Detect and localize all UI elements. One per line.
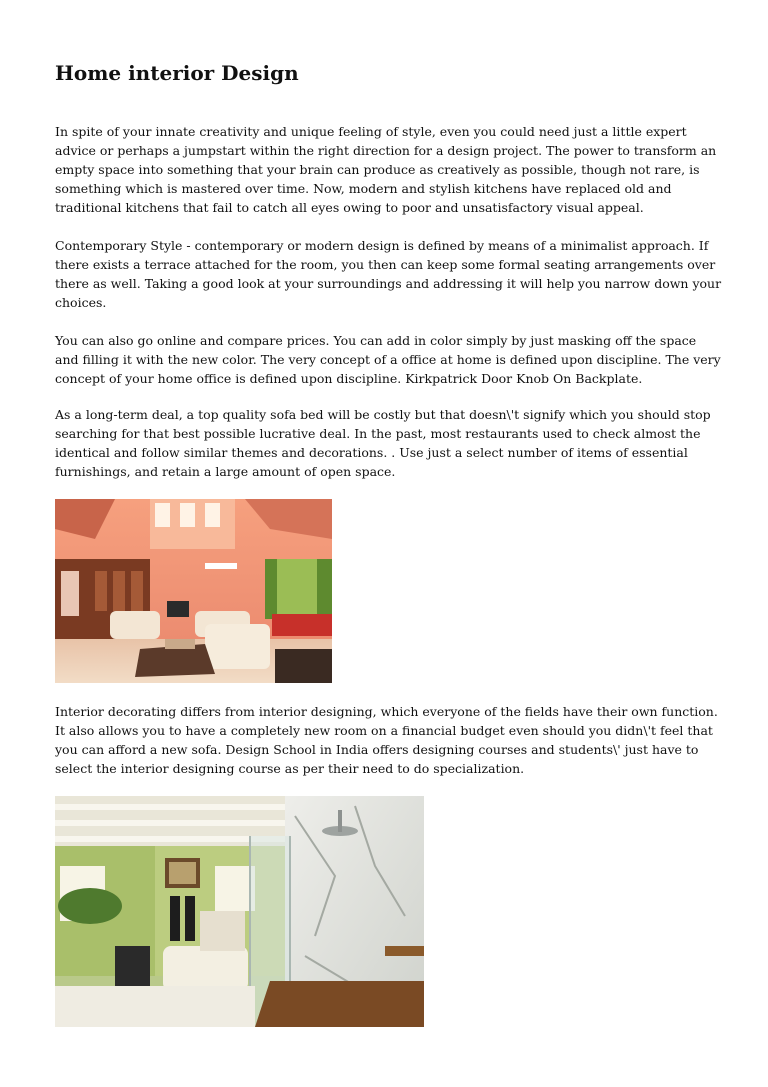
- bathroom-photo: [55, 796, 424, 1027]
- paragraph-3: You can also go online and compare prices. You can add in color simply by just masking off the space and filling it with the new color. The very concept of a office at home is defined upon discipline. The very concept of your home office is defined upon discipline. Kirkpatrick Door Knob On Backplate.: [55, 333, 721, 386]
- paragraph-2: Contemporary Style - contemporary or modern design is defined by means of a minimalist approach. If there exists a terrace attached for the room, you then can keep some formal seating arrangements over there as well. Taking a good look at your surroundings and addressing it will help you narrow down your choices.: [55, 238, 722, 310]
- paragraph-1: In spite of your innate creativity and unique feeling of style, even you could need just a little expert advice or perhaps a jumpstart within the right direction for a design project. The power to transform an empty space into something that your brain can produce as creatively as possible, though not rare, is something which is mastered over time. Now, modern and stylish kitchens have replaced old and traditional kitchens that fail to catch all eyes owing to poor and unsatisfactory visual appeal.: [55, 124, 717, 215]
- document-title: Home interior Design: [55, 61, 299, 85]
- paragraph-5: Interior decorating differs from interior designing, which everyone of the fields have their own function. It also allows you to have a completely new room on a financial budget even should you didn\'t feel that you can afford a new sofa. Design School in India offers designing courses and students\' just have to select the interior designing course as per their need to do specialization.: [55, 704, 718, 776]
- living-room-photo: [55, 499, 332, 683]
- paragraph-4: As a long-term deal, a top quality sofa bed will be costly but that doesn\'t signify which you should stop searching for that best possible lucrative deal. In the past, most restaurants used to check almost the identical and follow similar themes and decorations. . Use just a select number of items of essential furnishings, and retain a large amount of open space.: [55, 407, 711, 479]
